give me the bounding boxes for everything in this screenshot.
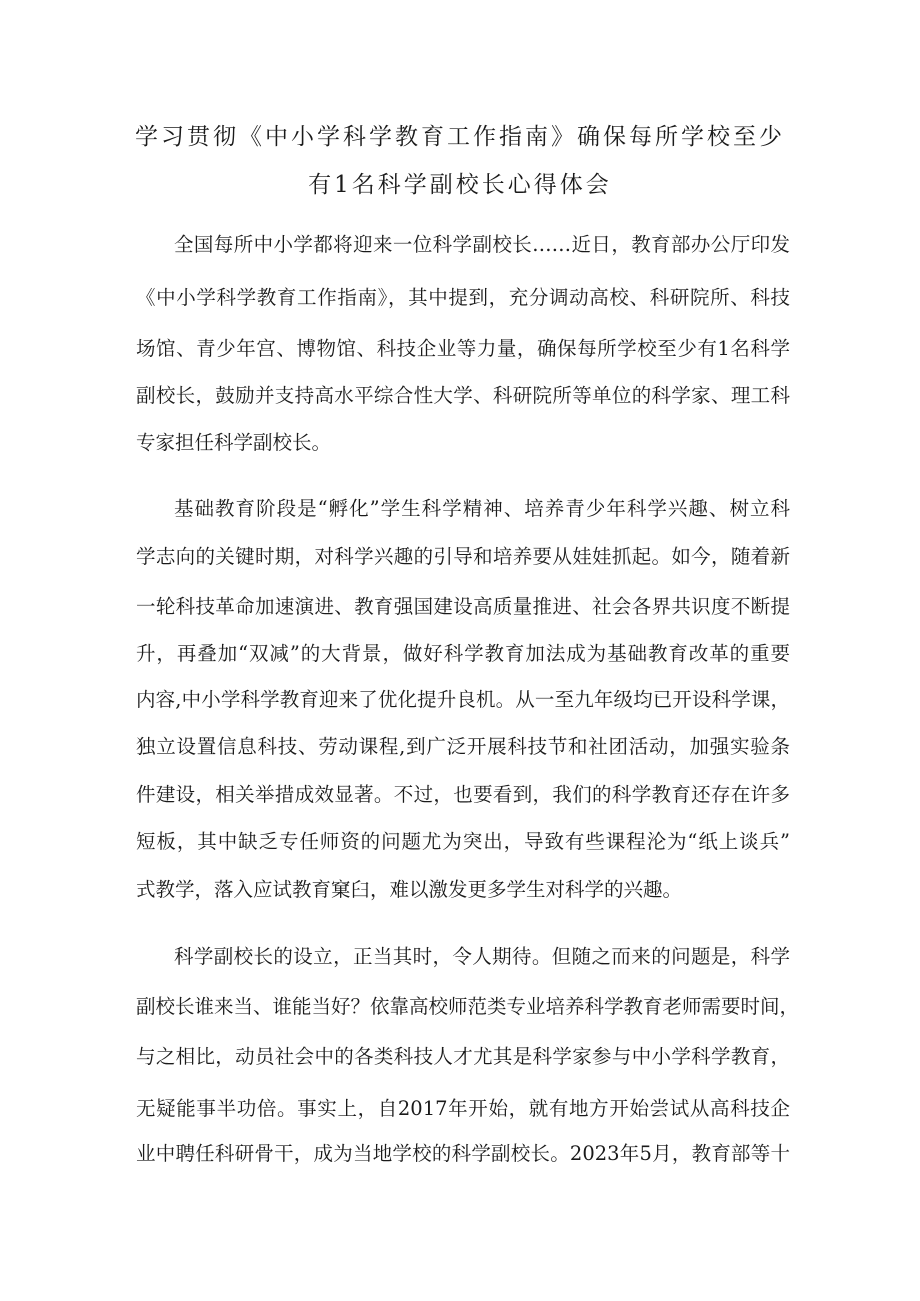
paragraph-line: 短板，其中缺乏专任师资的问题尤为突出，导致有些课程沦为“纸上谈兵”	[136, 830, 790, 853]
paragraph-line: 件建设，相关举措成效显著。不过，也要看到，我们的科学教育还存在许多	[136, 783, 790, 806]
paragraph-line: 式教学，落入应试教育窠臼，难以激发更多学生对科学的兴趣。	[136, 878, 683, 901]
paragraph-line: 全国每所中小学都将迎来一位科学副校长……近日，教育部办公厅印发	[174, 233, 790, 256]
paragraph-line: 场馆、青少年宫、博物馆、科技企业等力量，确保每所学校至少有1名科学	[136, 337, 790, 360]
paragraph-line: 学志向的关键时期，对科学兴趣的引导和培养要从娃娃抓起。如今，随着新	[136, 545, 790, 568]
paragraph-line: 专家担任科学副校长。	[136, 431, 332, 454]
title-line-1: 学习贯彻《中小学科学教育工作指南》确保每所学校至少	[135, 124, 785, 150]
title-line-2: 有1名科学副校长心得体会	[308, 172, 612, 198]
paragraph-line: 内容,中小学科学教育迎来了优化提升良机。从一至九年级均已开设科学课，	[136, 688, 790, 711]
paragraph-line: 与之相比，动员社会中的各类科技人才尤其是科学家参与中小学科学教育，	[136, 1045, 790, 1068]
paragraph-line: 《中小学科学教育工作指南》，其中提到，充分调动高校、科研院所、科技	[136, 286, 790, 309]
paragraph-line: 基础教育阶段是“孵化”学生科学精神、培养青少年科学兴趣、树立科	[174, 497, 790, 520]
paragraph-line: 一轮科技革命加速演进、教育强国建设高质量推进、社会各界共识度不断提	[136, 595, 790, 618]
paragraph-line: 独立设置信息科技、劳动课程,到广泛开展科技节和社团活动，加强实验条	[136, 735, 790, 758]
paragraph-line: 副校长，鼓励并支持高水平综合性大学、科研院所等单位的科学家、理工科	[136, 384, 790, 407]
paragraph-line: 无疑能事半功倍。事实上，自2017年开始，就有地方开始尝试从高科技企	[136, 1097, 790, 1120]
paragraph-line: 业中聘任科研骨干，成为当地学校的科学副校长。2023年5月，教育部等十	[136, 1142, 790, 1165]
paragraph-line: 科学副校长的设立，正当其时，令人期待。但随之而来的问题是，科学	[174, 945, 790, 968]
paragraph-line: 升，再叠加“双减”的大背景，做好科学教育加法成为基础教育改革的重要	[136, 642, 790, 665]
paragraph-line: 副校长谁来当、谁能当好？依靠高校师范类专业培养科学教育老师需要时间，	[136, 995, 800, 1018]
